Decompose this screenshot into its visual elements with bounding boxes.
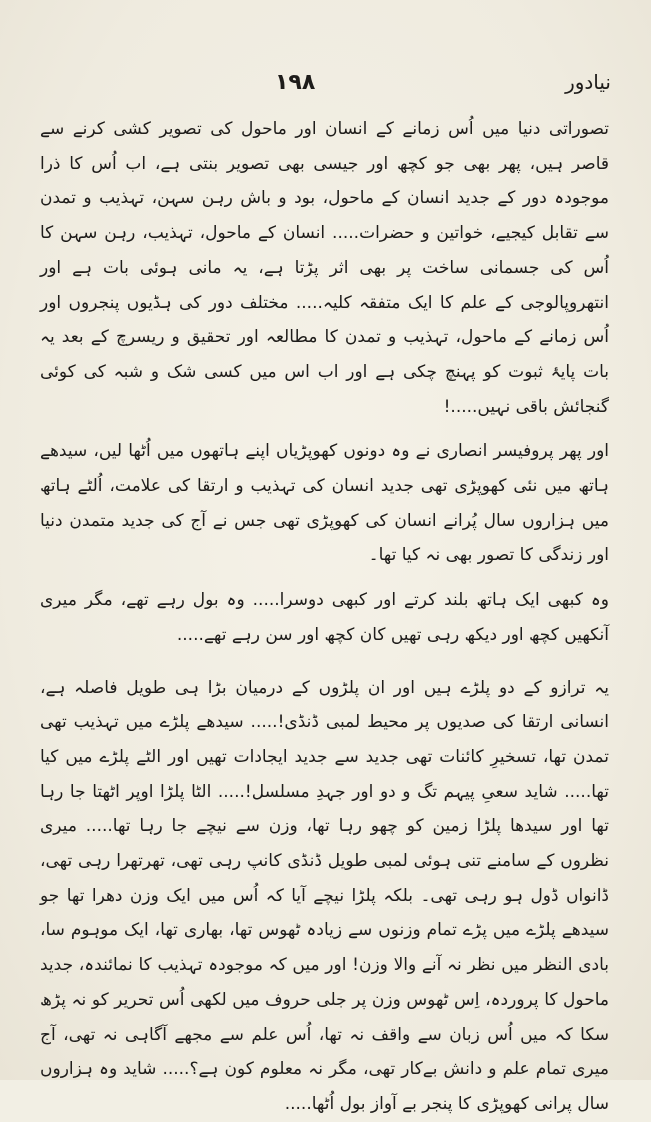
paragraph-2: اور پھر پروفیسر انصاری نے وہ دونوں کھوپڑیاں اپنے ہاتھوں میں اُٹھا لیں، سیدھے ہاتھ میں نئی کھوپڑی تھی جدید انسان کی تہذیب و ارتقا کی علامت، اُلٹے ہاتھ میں ہزاروں سال پُرانے انسان کی کھوپڑی تھی جس نے آج کی جدید متمدن دنیا اور زندگی کا تصور بھی نہ کیا تھا۔ (40, 441, 609, 566)
body-text (40, 112, 609, 1122)
running-head-title: نیادور (565, 70, 611, 94)
paragraph-3: وہ کبھی ایک ہاتھ بلند کرتے اور کبھی دوسرا..... وہ بول رہے تھے، مگر میری آنکھیں کچھ اور دیکھ رہی تھیں کان کچھ اور سن رہے تھے..... (40, 590, 609, 645)
paragraph-4: یہ ترازو کے دو پلڑے ہیں اور ان پلڑوں کے درمیان بڑا ہی طویل فاصلہ ہے، انسانی ارتقا کی صدیوں پر محیط لمبی ڈنڈی!..... سیدھے پلڑے میں تہذیب تھی تمدن تھا، تسخیرِ کائنات تھی جدید سے جدید ایجادات تھیں اور الٹے پلڑے میں کیا تھا..... شاید سعیِ پیہم تگ و دو اور جہدِ مسلسل!..... الٹا پلڑا اوپر اٹھتا جا رہا تھا اور سیدھا پلڑا زمین کو چھو رہا تھا، وزن سے نیچے جا رہا تھا..... میری نظروں کے سامنے تنی ہوئی لمبی طویل ڈنڈی کانپ رہی تھی، تھرتھرا رہی تھی، ڈانواں ڈول ہو رہی تھی۔ بلکہ پلڑا نیچے آیا کہ اُس میں ایک وزن دھرا تھا جو سیدھے پلڑے میں پڑے تمام وزنوں سے زیادہ ٹھوس تھا، بھاری تھا، ایک موہوم سا، بادی النظر میں نظر نہ آنے والا وزن! اور میں کہ موجودہ تہذیب کا نمائندہ، جدید ماحول کا پروردہ، اِس ٹھوس وزن پر جلی حروف میں لکھی اُس تحریر کو نہ پڑھ سکا کہ میں اُس زبان سے واقف نہ تھا، اُس علم سے مجھے آگاہی نہ تھی، آج میری تمام علم و دانش بےکار تھی، مگر نہ معلوم کون ہے؟..... شاید وہ ہزاروں سال پرانی کھوپڑی کا پنجر بے آواز بول اُٹھا..... (40, 677, 609, 1114)
paragraph-1: تصوراتی دنیا میں اُس زمانے کے انسان اور ماحول کی تصویر کشی کرنے سے قاصر ہیں، پھر بھی جو کچھ اور جیسی بھی تصویر بنتی ہے، اب اُس کا ذرا موجودہ دور کے جدید انسان کے ماحول، بود و باش رہن سہن، تہذیب و تمدن سے تقابل کیجیے، خواتین و حضرات..... انسان کے ماحول، تہذیب، رہن سہن کا اُس کی جسمانی ساخت پر بھی اثر پڑتا ہے، یہ مانی ہوئی بات ہے اور انتھروپالوجی کے علم کا ایک متفقہ کلیہ..... مختلف دور کی ہڈیوں پنجروں اور اُس زمانے کے ماحول، تہذیب و تمدن کا مطالعہ اور تحقیق و ریسرچ کے بعد یہ بات پایۂ ثبوت کو پہنچ چکی ہے اور اب اس میں کسی شک و شبہ کی کوئی گنجائش باقی نہیں.....! (40, 119, 609, 417)
page-number: ۱۹۸ (275, 70, 316, 95)
